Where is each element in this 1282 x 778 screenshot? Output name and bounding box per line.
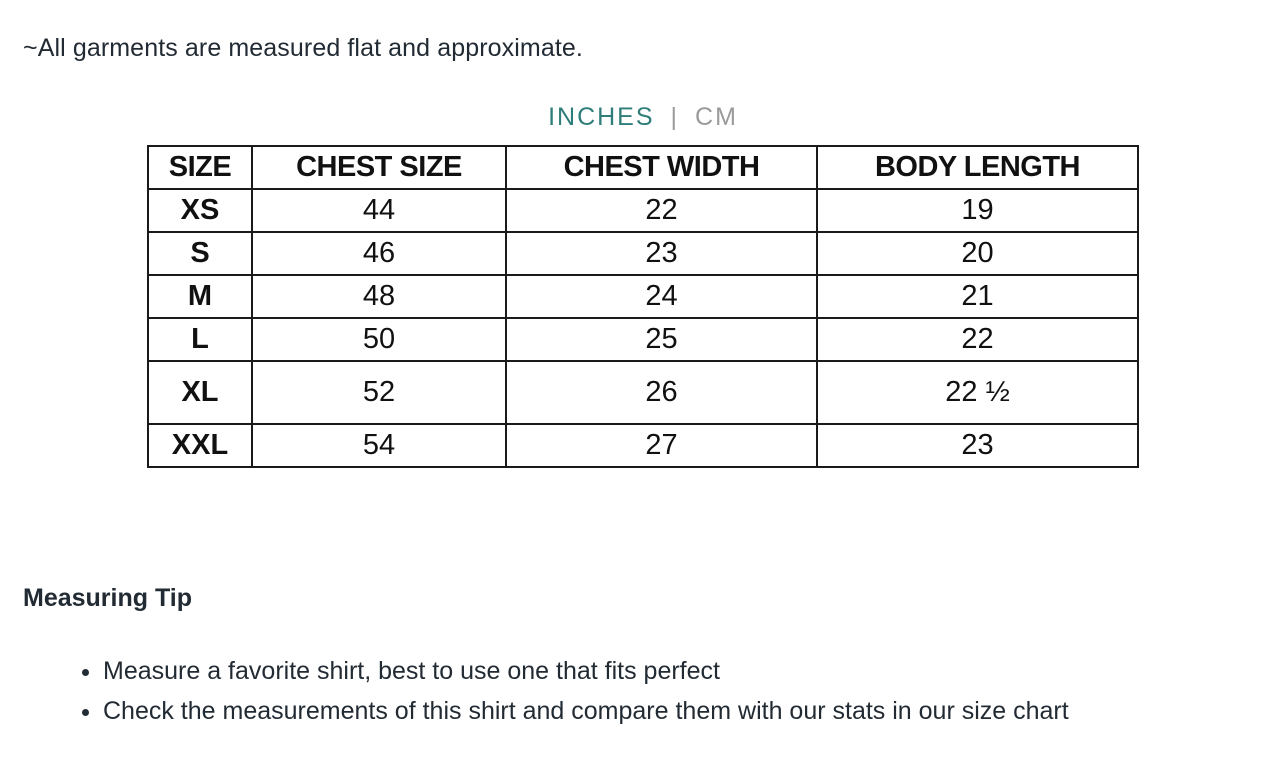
table-row: [148, 275, 1138, 318]
table-row: [148, 424, 1138, 467]
chest-width-cell: 22: [506, 189, 817, 232]
body-length-cell: 22: [817, 318, 1138, 361]
chest-width-cell: 25: [506, 318, 817, 361]
size-cell: XXL: [148, 424, 252, 467]
unit-cm-tab[interactable]: CM: [695, 103, 738, 131]
chest-width-cell: 23: [506, 232, 817, 275]
header-size: SIZE: [148, 146, 252, 189]
body-length-cell: 19: [817, 189, 1138, 232]
chest-width-cell: 27: [506, 424, 817, 467]
body-length-cell: 22 ½: [817, 361, 1138, 424]
unit-toggle: [0, 100, 1282, 134]
chest-size-cell: 52: [252, 361, 506, 424]
size-cell: XL: [148, 361, 252, 424]
unit-separator: |: [670, 103, 680, 131]
chest-size-cell: 44: [252, 189, 506, 232]
measuring-tip-heading: Measuring Tip: [23, 584, 193, 612]
size-chart-table: [147, 145, 1139, 468]
table-header-row: [148, 146, 1138, 189]
list-item: • Measure a favorite shirt, best to use one that fits perfect: [103, 651, 1069, 691]
table-row: [148, 361, 1138, 424]
size-cell: M: [148, 275, 252, 318]
table-row: [148, 189, 1138, 232]
measuring-tips-list: [23, 651, 1069, 731]
chest-size-cell: 46: [252, 232, 506, 275]
body-length-cell: 23: [817, 424, 1138, 467]
header-body-length: BODY LENGTH: [817, 146, 1138, 189]
body-length-cell: 21: [817, 275, 1138, 318]
header-chest-width: CHEST WIDTH: [506, 146, 817, 189]
size-cell: L: [148, 318, 252, 361]
chest-size-cell: 54: [252, 424, 506, 467]
chest-width-cell: 26: [506, 361, 817, 424]
list-item: • Check the measurements of this shirt and compare them with our stats in our size chart: [103, 691, 1069, 731]
unit-inches-tab[interactable]: INCHES: [548, 103, 655, 131]
table-row: [148, 232, 1138, 275]
header-chest-size: CHEST SIZE: [252, 146, 506, 189]
body-length-cell: 20: [817, 232, 1138, 275]
measurement-note: ~All garments are measured flat and approximate.: [23, 34, 583, 62]
chest-width-cell: 24: [506, 275, 817, 318]
table-row: [148, 318, 1138, 361]
size-cell: XS: [148, 189, 252, 232]
chest-size-cell: 48: [252, 275, 506, 318]
size-cell: S: [148, 232, 252, 275]
chest-size-cell: 50: [252, 318, 506, 361]
